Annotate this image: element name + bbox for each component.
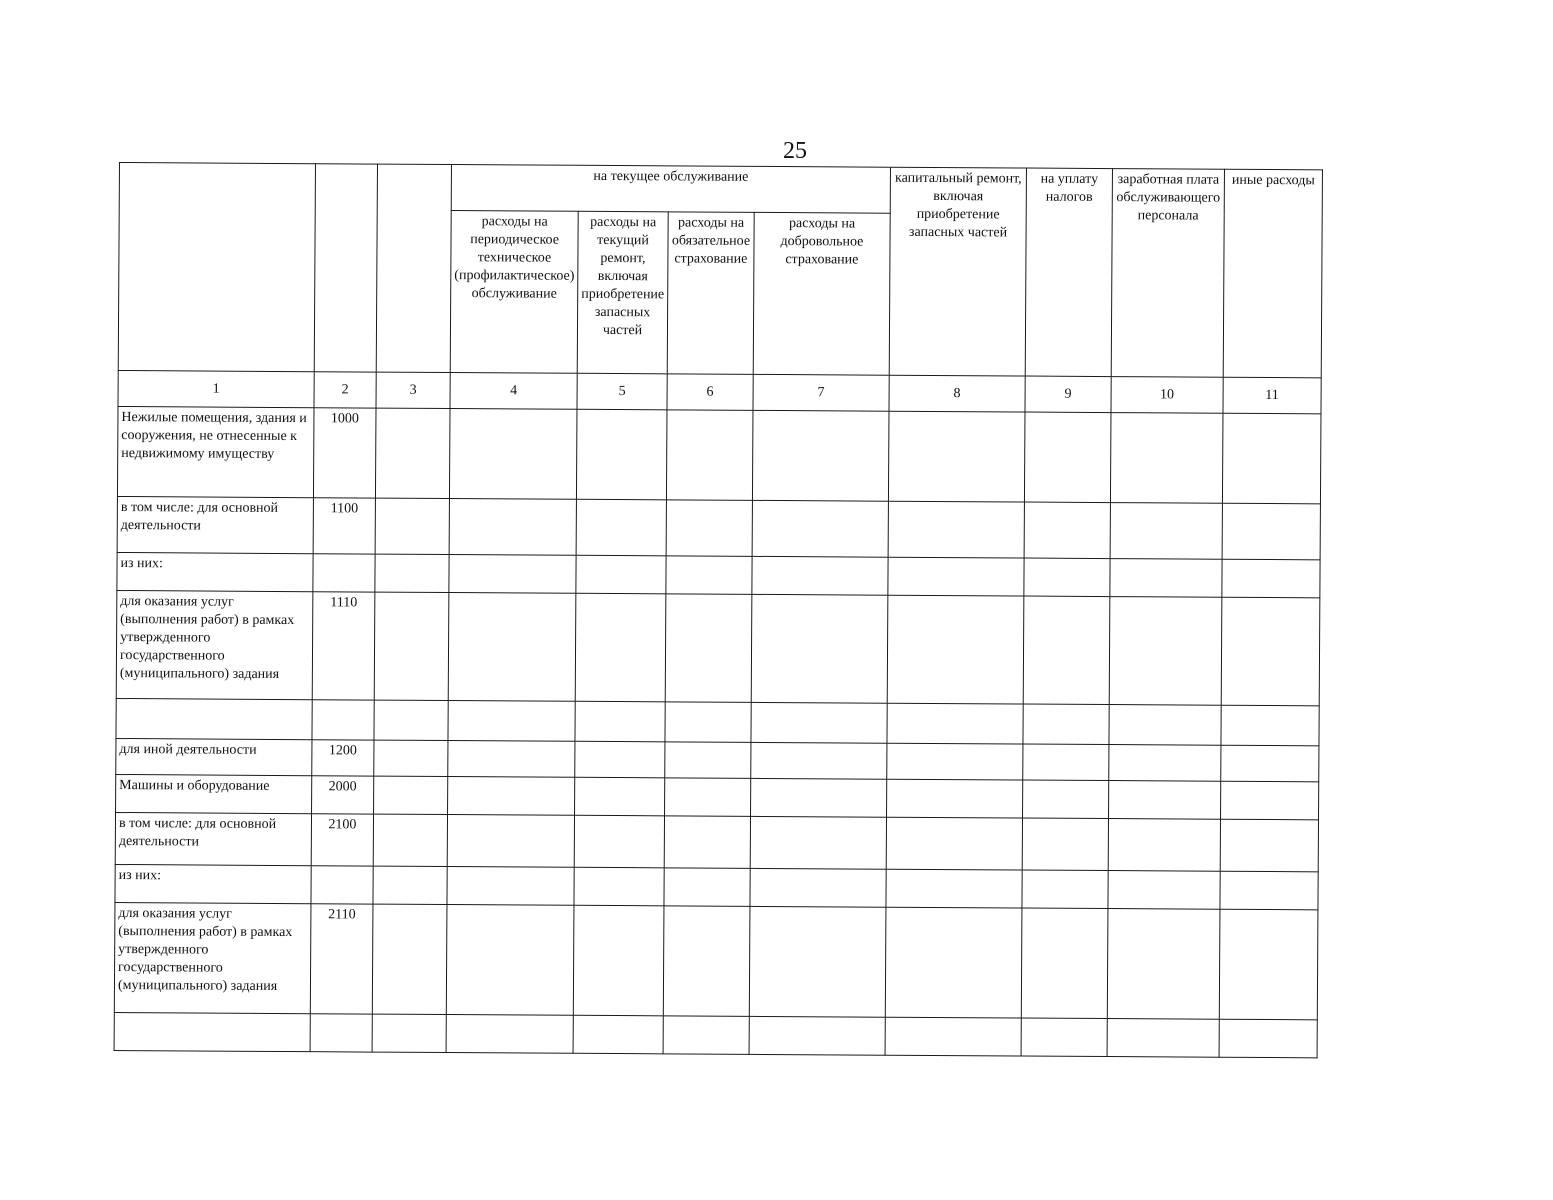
column-number: 8 [889, 375, 1025, 412]
row-label: из них: [115, 864, 311, 903]
header-blank-col1 [118, 163, 315, 372]
column-number: 3 [376, 372, 450, 408]
header-capital-repair: капитальный ремонт, включая приобретение запасных частей [889, 167, 1026, 376]
column-number: 6 [667, 374, 753, 411]
column-number: 7 [753, 374, 889, 411]
table-row [117, 496, 1320, 559]
column-number: 2 [314, 372, 376, 408]
row-code: 1200 [312, 740, 374, 776]
row-code: 1110 [312, 592, 375, 700]
row-label: для оказания услуг (выполнения работ) в рамках утвержденного государственного (муниципального) задания [116, 590, 313, 699]
row-label: Машины и оборудование [116, 774, 312, 813]
table-row [114, 902, 1318, 1019]
header-taxes: на уплату налогов [1025, 168, 1112, 377]
row-label: для иной деятельности [116, 738, 312, 775]
column-number: 11 [1223, 377, 1321, 414]
column-number: 5 [577, 373, 667, 410]
header-salary: заработная плата обслуживающего персонала [1111, 169, 1224, 378]
header-current-maintenance: на текущее обслуживание [451, 165, 890, 214]
row-code: 1000 [313, 408, 376, 498]
row-code [310, 1014, 372, 1052]
row-label: в том числе: для основной деятельности [115, 812, 311, 865]
header-periodic-maintenance: расходы на периодическое техническое (профилактическое) обслуживание [450, 211, 578, 374]
column-number: 9 [1025, 376, 1111, 413]
header-blank-col3 [376, 164, 451, 372]
table-row [114, 1012, 1317, 1057]
header-blank-col2 [314, 164, 377, 372]
row-label: из них: [117, 552, 313, 591]
row-label: Нежилые помещения, здания и сооружения, не отнесенные к недвижимому имуществу [117, 406, 314, 497]
column-number: 1 [118, 370, 314, 407]
row-label [114, 1012, 310, 1051]
row-label: в том числе: для основной деятельности [117, 496, 313, 553]
row-code [312, 700, 374, 740]
row-code: 1100 [313, 498, 375, 554]
column-number: 10 [1111, 377, 1223, 414]
header-voluntary-insurance: расходы на добровольное страхование [753, 212, 890, 375]
row-code [311, 866, 373, 904]
table-row [115, 812, 1318, 871]
column-number: 4 [450, 373, 577, 410]
header-current-repair: расходы на текущий ремонт, включая приобретение запасных частей [577, 211, 668, 374]
row-code: 2100 [311, 814, 373, 866]
table-row [117, 406, 1320, 503]
row-label [116, 698, 312, 739]
expenses-table [114, 162, 1323, 1058]
row-code [313, 554, 375, 592]
header-row-1 [119, 163, 1322, 216]
page-number: 25 [783, 138, 807, 164]
header-other-expenses: иные расходы [1223, 169, 1322, 378]
row-label: для оказания услуг (выполнения работ) в рамках утвержденного государственного (муниципального) задания [114, 902, 311, 1013]
row-code: 2000 [312, 776, 374, 814]
table-row [116, 590, 1320, 705]
header-mandatory-insurance: расходы на обязательное страхование [667, 212, 754, 375]
row-code: 2110 [310, 904, 373, 1014]
